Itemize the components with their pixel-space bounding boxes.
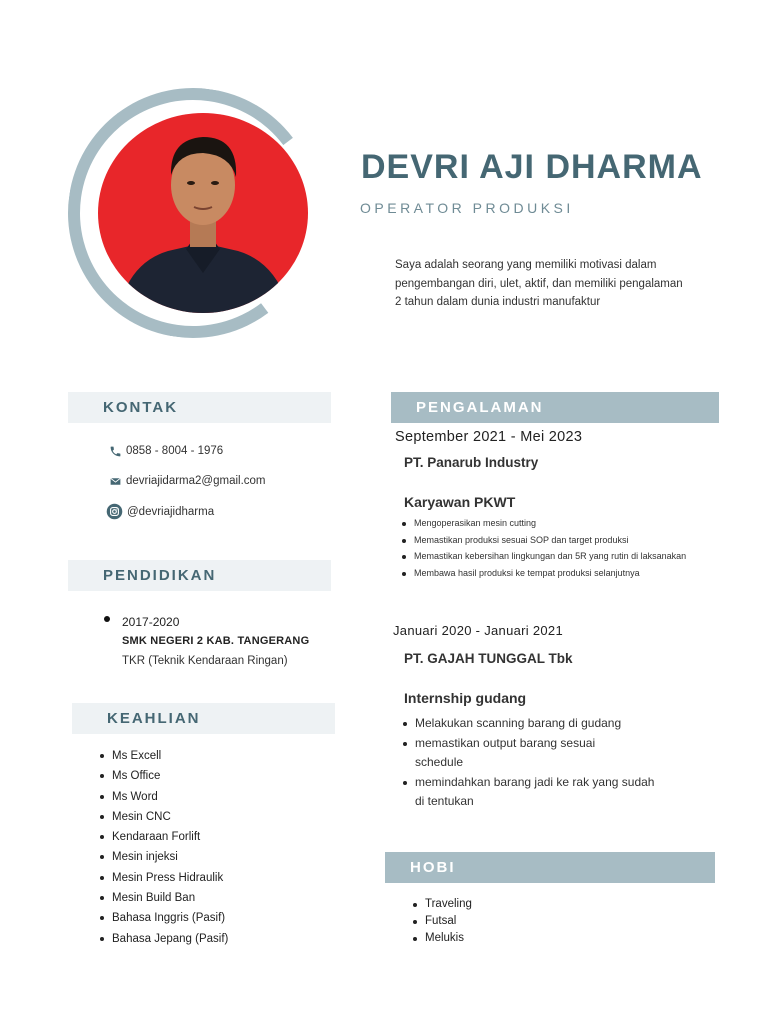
job-1-position: Karyawan PKWT [404,494,516,510]
job-2-period: Januari 2020 - Januari 2021 [393,623,563,638]
section-header-skills: KEAHLIAN [72,703,335,734]
list-item: Mesin Build Ban [100,890,228,910]
list-item: Ms Excell [100,748,228,768]
profile-summary: Saya adalah seorang yang memiliki motivasi dalam pengembangan diri, ulet, aktif, dan memiliki pengalaman 2 tahun dalam dunia industri manufaktur [395,259,683,308]
job-2-position: Internship gudang [404,690,527,706]
profile-name: DEVRI AJI DHARMA [361,148,703,186]
contact-phone-text: 0858 - 8004 - 1976 [126,445,224,457]
contact-email[interactable] [108,474,266,488]
education-bullet [104,616,110,622]
section-header-education: PENDIDIKAN [68,560,331,591]
list-item: Mesin injeksi [100,849,228,869]
list-item: Mesin Press Hidraulik [100,870,228,890]
list-item: Kendaraan Forlift [100,829,228,849]
person-portrait-icon [98,113,308,313]
job-2-company: PT. GAJAH TUNGGAL Tbk [404,651,573,666]
list-item: Futsal [413,913,472,930]
contact-phone [108,444,223,458]
job-1-company: PT. Panarub Industry [404,455,539,470]
phone-icon [108,444,122,458]
list-item: Mesin CNC [100,809,228,829]
contact-instagram[interactable] [106,503,214,520]
list-item: Traveling [413,896,472,913]
list-item: Mengoperasikan mesin cutting [402,515,694,532]
list-item: memastikan output barang sesuai schedule [403,734,645,773]
list-item: Bahasa Inggris (Pasif) [100,910,228,930]
list-item: Bahasa Jepang (Pasif) [100,931,228,951]
education-school: SMK NEGERI 2 KAB. TANGERANG [122,635,310,647]
hobby-list [413,896,472,947]
education-year: 2017-2020 [122,615,180,629]
profile-photo [98,113,308,313]
list-item: memindahkan barang jadi ke rak yang sudah di tentukan [403,773,660,812]
job-1-period: September 2021 - Mei 2023 [395,429,583,445]
contact-instagram-text: @devriajidharma [127,505,215,518]
list-item: Memastikan kebersihan lingkungan dan 5R yang rutin di laksanakan [402,548,694,565]
list-item: Ms Word [100,789,228,809]
job-2-tasks [403,714,660,812]
list-item: Melukis [413,930,472,947]
skills-list [100,748,228,951]
section-header-hobby: HOBI [385,852,715,883]
job-1-tasks [402,515,694,581]
email-icon [108,474,122,488]
list-item: Ms Office [100,768,228,788]
list-item: Melakukan scanning barang di gudang [403,714,660,734]
section-header-contact: KONTAK [68,392,331,423]
list-item: Memastikan produksi sesuai SOP dan target produksi [402,532,694,549]
contact-email-text: devriajidarma2@gmail.com [126,475,266,487]
list-item: Membawa hasil produksi ke tempat produksi selanjutnya [402,565,659,582]
section-header-experience: PENGALAMAN [391,392,719,423]
profile-role: OPERATOR PRODUKSI [360,200,574,216]
instagram-icon [106,503,123,520]
education-major: TKR (Teknik Kendaraan Ringan) [122,655,288,667]
